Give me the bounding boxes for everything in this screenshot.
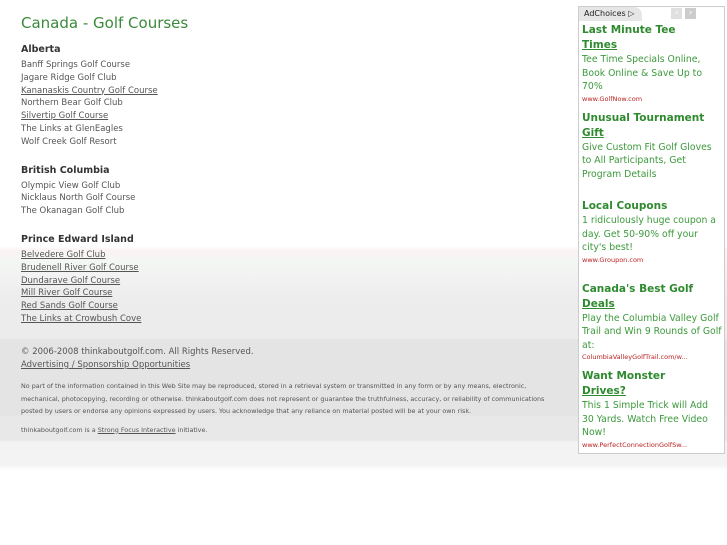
ad-description: Play the Columbia Valley Golf Trail and Win 9 Rounds of Golf at: — [582, 312, 722, 351]
ad-list — [582, 23, 722, 457]
course-link[interactable]: Brudenell River Golf Course — [21, 262, 139, 273]
main-content — [21, 14, 581, 342]
ad-title-line[interactable]: Last Minute Tee — [582, 24, 676, 36]
legal-line: mechanical, photocopying, recording or otherwise. thinkaboutgolf.com does not represent or guarantee the truthfulness, accuracy, or reliability of communications — [21, 394, 545, 403]
course-item — [21, 300, 581, 313]
course-item — [21, 97, 581, 110]
ad-item — [582, 199, 722, 266]
course-item — [21, 180, 581, 193]
ad-title-line[interactable]: Canada's Best Golf — [582, 282, 694, 295]
course-item — [21, 110, 581, 123]
legal-notice — [21, 380, 591, 418]
course-name: Nicklaus North Golf Course — [21, 193, 136, 204]
ad-title[interactable] — [582, 199, 722, 214]
course-item — [21, 136, 581, 149]
ad-description: Tee Time Specials Online, Book Online & Save Up to 70% — [582, 54, 703, 92]
course-name: The Links at GlenEagles — [21, 123, 123, 134]
strong-focus-link[interactable]: Strong Focus Interactive — [97, 425, 176, 434]
chevron-right-icon: › — [688, 8, 693, 18]
ad-item — [582, 369, 722, 451]
ad-description: This 1 Simple Trick will Add 30 Yards. Watch Free Video Now! — [582, 400, 708, 438]
ad-url[interactable]: www.GolfNow.com — [582, 94, 643, 103]
course-link[interactable]: Silvertip Golf Course — [21, 111, 109, 122]
province-heading: Prince Edward Island — [21, 233, 134, 245]
course-item — [21, 123, 581, 136]
ad-title[interactable] — [582, 23, 722, 53]
ad-description: Give Custom Fit Golf Gloves to All Participants, Get Program Details — [582, 141, 712, 180]
course-list — [21, 249, 581, 326]
course-name: Olympic View Golf Club — [21, 180, 121, 191]
course-name: Banff Springs Golf Course — [21, 60, 131, 70]
ad-item — [582, 111, 722, 182]
ad-title-link[interactable]: Times — [582, 39, 618, 51]
legal-line: posted by users or endorse any opinions expressed by users. You acknowledge that any reliance on material posted will be at your own risk. — [21, 407, 472, 415]
course-item — [21, 313, 581, 326]
ad-title-line[interactable]: Unusual Tournament — [582, 111, 705, 124]
course-item — [21, 192, 581, 205]
page-title: Canada - Golf Courses — [21, 14, 189, 32]
ad-title-link[interactable]: Drives? — [582, 385, 626, 397]
ad-item — [582, 282, 722, 364]
chevron-left-icon: ‹ — [674, 8, 679, 18]
ad-url[interactable]: www.Groupon.com — [582, 255, 644, 264]
course-item — [21, 205, 581, 218]
adchoices-label: AdChoices — [584, 9, 626, 18]
ad-title-line[interactable]: Local Coupons — [582, 200, 668, 212]
course-list — [21, 59, 581, 149]
course-link[interactable]: Kananaskis Country Golf Course — [21, 85, 158, 96]
course-item — [21, 85, 581, 98]
province-heading: Alberta — [21, 44, 61, 55]
initiative-text — [21, 426, 581, 434]
course-item — [21, 275, 581, 288]
course-name: Jagare Ridge Golf Club — [21, 72, 117, 83]
course-name: The Okanagan Golf Club — [21, 206, 125, 217]
course-link[interactable]: Belvedere Golf Club — [21, 249, 106, 260]
course-name: Wolf Creek Golf Resort — [21, 136, 117, 147]
initiative-post: initiative. — [175, 425, 208, 434]
ad-title[interactable] — [582, 369, 722, 399]
province-lists — [21, 44, 581, 326]
ad-next-button[interactable] — [685, 8, 696, 19]
course-item — [21, 72, 581, 85]
copyright: © 2006-2008 thinkaboutgolf.com. All Rights Reserved. — [21, 347, 254, 357]
advertising-link[interactable]: Advertising / Sponsorship Opportunities — [21, 360, 191, 370]
ad-title-line[interactable]: Want Monster — [582, 370, 666, 382]
ad-prev-button[interactable] — [671, 8, 682, 19]
legal-line: No part of the information contained in this Web Site may be reproduced, stored in a retrieval system or transmitted in any form or by any means, electronic, — [21, 382, 527, 390]
ad-item — [582, 23, 722, 105]
course-link[interactable]: Red Sands Golf Course — [21, 301, 118, 312]
ad-title[interactable] — [582, 111, 722, 141]
course-link[interactable]: The Links at Crowbush Cove — [21, 313, 142, 324]
course-link[interactable]: Mill River Golf Course — [21, 288, 113, 299]
footer — [21, 346, 581, 434]
course-item — [21, 59, 581, 72]
adchoices-button[interactable] — [579, 7, 642, 21]
ad-title-link[interactable]: Gift — [582, 126, 604, 139]
course-link[interactable]: Dundarave Golf Course — [21, 275, 121, 286]
adchoices-icon: ▷ — [628, 9, 635, 18]
ad-description: 1 ridiculously huge coupon a day. Get 50-90% off your city's best! — [582, 215, 716, 253]
course-item — [21, 262, 581, 275]
ad-title-link[interactable]: Deals — [582, 297, 615, 310]
course-name: Northern Bear Golf Club — [21, 98, 123, 109]
ad-url[interactable]: ColumbiaValleyGolfTrail.com/w... — [582, 353, 688, 361]
ad-panel — [578, 6, 725, 454]
province-heading: British Columbia — [21, 164, 110, 176]
ad-url[interactable]: www.PerfectConnectionGolfSw... — [582, 440, 688, 449]
course-item — [21, 249, 581, 262]
course-item — [21, 287, 581, 300]
ad-title[interactable] — [582, 282, 722, 312]
course-list — [21, 180, 581, 218]
initiative-pre: thinkaboutgolf.com is a — [21, 425, 98, 434]
